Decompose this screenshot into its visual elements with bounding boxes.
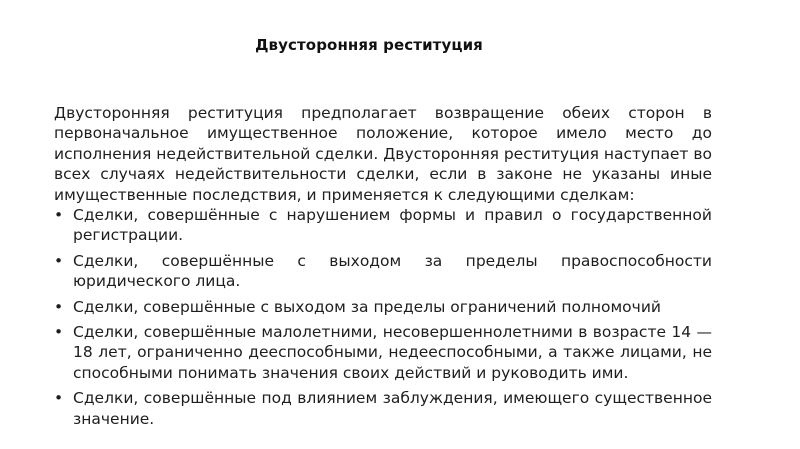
list-item bbox=[54, 251, 712, 292]
bullet-list bbox=[54, 205, 712, 429]
bullet-icon: • bbox=[54, 297, 64, 316]
list-item-text: Сделки, совершённые с выходом за пределы правоспособности юридического лица. bbox=[73, 251, 712, 291]
list-item-text: Сделки, совершённые малолетними, несовершеннолетними в возрасте 14 — 18 лет, ограниченно дееспособными, недееспособными, а также лицами, не способными понимать значения своих действий и руководить ими. bbox=[73, 323, 712, 382]
bullet-icon: • bbox=[54, 206, 64, 225]
list-item-text: Сделки, совершённые с нарушением формы и правил о государственной регистрации. bbox=[73, 206, 712, 245]
list-item-text: Сделки, совершённые с выходом за пределы ограничений полномочий bbox=[73, 297, 661, 316]
list-item bbox=[54, 205, 712, 246]
bullet-icon: • bbox=[54, 251, 64, 270]
slide-title: Двусторонняя реституция bbox=[255, 36, 483, 54]
bullet-icon: • bbox=[54, 323, 64, 342]
list-item bbox=[54, 322, 712, 383]
intro-paragraph: Двусторонняя реституция предполагает возвращение обеих сторон в первоначальное имущественное положение, которое имело место до исполнения недействительной сделки. Двусторонняя реституция наступает во всех случаях недействительности сделки, если в законе не указаны иные имущественные последствия, и применяется к следующими сделкам: bbox=[54, 104, 712, 204]
bullet-icon: • bbox=[54, 389, 64, 408]
list-item bbox=[54, 297, 712, 317]
slide-body bbox=[54, 103, 712, 434]
list-item bbox=[54, 388, 712, 429]
list-item-text: Сделки, совершённые под влиянием заблуждения, имеющего существенное значение. bbox=[73, 389, 712, 428]
